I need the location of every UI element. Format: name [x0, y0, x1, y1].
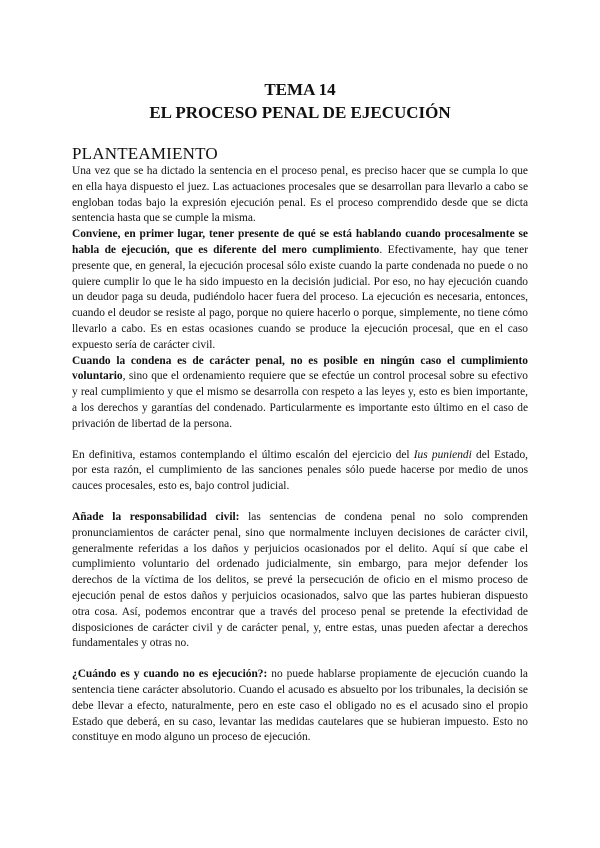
paragraph-responsabilidad-civil-lead: Añade la responsabilidad civil: [72, 510, 240, 523]
paragraph-condena-penal-body: , sino que el ordenamiento requiere que se efectúe un control procesal sobre su efectivo y real cumplimiento y que el mismo se desarrolla con respeto a las leyes y, esto es bien importante, a los derechos y garantías del condenado. Particularmente es importante esto último en el caso de privación de libertad de la persona. [72, 370, 528, 430]
document-title-number: TEMA 14 [264, 80, 336, 99]
section-heading: PLANTEAMIENTO [72, 144, 218, 163]
paragraph-ejecucion [72, 227, 528, 353]
paragraph-cuando-ejecucion [72, 667, 528, 746]
paragraph-ejecucion-body: . Efectivamente, hay que tener presente que, en general, la ejecución procesal sólo existe cuando la parte condenada no puede o no quiere cumplir lo que le ha sido impuesto en la decisión judicial. Por eso, no hay ejecución cuando un deudor paga su deuda, pudiéndolo hacer fuera del proceso. La ejecución es necesaria, entonces, cuando el deudor se resiste al pago, porque no quiere hacerlo o porque, simplemente, no tiene cómo llevarlo a cabo. Es en estas ocasiones cuando se produce la ejecución procesal, que en el caso expuesto sería de carácter civil. [72, 243, 528, 351]
paragraph-ius-puniendi [72, 448, 528, 495]
paragraph-cuando-ejecucion-body: no puede hablarse propiamente de ejecución cuando la sentencia tiene carácter absolutorio. Cuando el acusado es absuelto por los tribunales, la decisión se debe llevar a efecto, naturalmente, pero en este caso el obligado no es el acusado sino el propio Estado que deberá, en su caso, levantar las medidas cautelares que se hubieran impuesto. Esto no constituye en modo alguno un proceso de ejecución. [72, 668, 528, 744]
ius-puniendi-term: Ius puniendi [413, 448, 472, 461]
paragraph-ius-puniendi-start: En definitiva, estamos contemplando el último escalón del ejercicio del [72, 448, 414, 461]
paragraph-responsabilidad-civil-body: las sentencias de condena penal no solo comprenden pronunciamientos de carácter penal, sino que normalmente incluyen decisiones de carácter civil, generalmente referidas a los daños y perjuicios ocasionados por el delito. Aquí sí que cabe el cumplimiento voluntario del ordenado judicialmente, sin embargo, para mejor defender los derechos de la víctima de los delitos, se prevé la persecución de oficio en el mismo proceso de ejecución penal de estos daños y perjuicios ocasionados, salvo que las partes hubieran dispuesto otra cosa. Así, podemos encontrar que a través del proceso penal se pretende la efectividad de disposiciones de carácter civil y de carácter penal, y, entre estas, unas pueden afectar a derechos fundamentales y otras no. [72, 510, 528, 650]
paragraph-responsabilidad-civil [72, 510, 528, 652]
paragraph-condena-penal [72, 354, 528, 433]
paragraph-ejecucion-lead: Conviene, en primer lugar, tener presente de qué se está hablando cuando procesalmente se habla de ejecución, que es diferente del mero cumplimiento [72, 228, 528, 256]
paragraph-ius-puniendi-end: del Estado, por esta razón, el cumplimiento de las sanciones penales sólo puede hacerse por medio de unos cauces procesales, esto es, bajo control judicial. [72, 448, 528, 493]
paragraph-cuando-ejecucion-lead: ¿Cuándo es y cuando no es ejecución?: [72, 668, 268, 681]
document-title: EL PROCESO PENAL DE EJECUCIÓN [149, 103, 451, 122]
paragraph-condena-penal-lead: Cuando la condena es de carácter penal, no es posible en ningún caso el cumplimiento voluntario [72, 354, 528, 383]
paragraph-intro: Una vez que se ha dictado la sentencia en el proceso penal, es preciso hacer que se cumpla lo que en ella haya dispuesto el juez. Las actuaciones procesales que se desarrollan para llevarlo a cabo se engloban todas bajo la expresión ejecución penal. Es el proceso comprendido desde que se dicta sentencia hasta que se cumple la misma. [72, 165, 528, 225]
document-page [72, 78, 528, 746]
